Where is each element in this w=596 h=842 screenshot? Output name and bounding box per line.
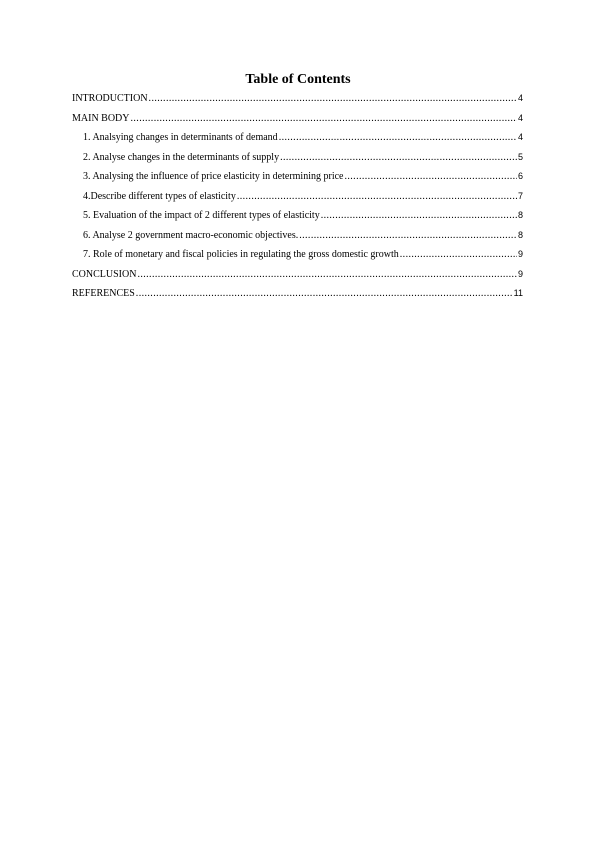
toc-entry-page-number: 4 <box>517 93 523 103</box>
toc-entry-page-number: 9 <box>517 249 523 259</box>
table-of-contents <box>72 92 523 307</box>
toc-entry-label: CONCLUSION <box>72 268 137 280</box>
toc-entry-label: INTRODUCTION <box>72 93 148 104</box>
toc-entry-page-number: 11 <box>513 288 523 298</box>
toc-entry-page-number: 8 <box>517 229 523 240</box>
toc-entry-label: 4.Describe different types of elasticity <box>83 190 236 202</box>
toc-dot-leader <box>136 288 513 300</box>
toc-dot-leader <box>237 191 517 203</box>
toc-entry-label: 2. Analyse changes in the determinants of supply <box>83 151 280 163</box>
toc-entry-label: 3. Analysing the influence of price elasticity in determining price <box>83 171 344 182</box>
toc-entry-page-number: 8 <box>517 210 523 220</box>
toc-entry-conclusion[interactable] <box>72 268 523 288</box>
toc-dot-leader <box>344 171 517 183</box>
toc-entry-label: 7. Role of monetary and fiscal policies in regulating the gross domestic growth <box>83 249 399 260</box>
toc-entry-label: 6. Analyse 2 government macro-economic objectives. <box>83 229 299 241</box>
toc-dot-leader <box>299 230 517 242</box>
toc-entry-section-2[interactable] <box>72 151 523 171</box>
toc-dot-leader <box>149 93 517 105</box>
toc-dot-leader <box>400 249 517 261</box>
toc-entry-section-7[interactable] <box>72 248 523 268</box>
toc-dot-leader <box>321 210 517 222</box>
toc-entry-page-number: 4 <box>517 132 523 142</box>
toc-entry-introduction[interactable] <box>72 92 523 112</box>
toc-entry-references[interactable] <box>72 287 523 307</box>
toc-entry-section-1[interactable] <box>72 131 523 151</box>
toc-dot-leader <box>279 132 517 144</box>
toc-dot-leader <box>137 269 517 281</box>
toc-entry-page-number: 9 <box>517 268 523 279</box>
toc-entry-page-number: 6 <box>517 171 523 181</box>
toc-entry-label: 5. Evaluation of the impact of 2 different types of elasticity <box>83 210 320 221</box>
toc-entry-section-5[interactable] <box>72 209 523 229</box>
toc-entry-section-4[interactable] <box>72 190 523 210</box>
toc-entry-label: MAIN BODY <box>72 112 130 124</box>
toc-entry-label: REFERENCES <box>72 288 135 299</box>
toc-dot-leader <box>280 152 517 164</box>
toc-entry-section-6[interactable] <box>72 229 523 249</box>
page-title: Table of Contents <box>245 72 351 87</box>
toc-entry-main-body[interactable] <box>72 112 523 132</box>
toc-entry-section-3[interactable] <box>72 170 523 190</box>
toc-entry-page-number: 4 <box>517 112 523 123</box>
toc-dot-leader <box>131 113 517 125</box>
toc-entry-label: 1. Analsying changes in determinants of demand <box>83 132 278 143</box>
toc-entry-page-number: 7 <box>517 190 523 201</box>
toc-entry-page-number: 5 <box>517 151 523 162</box>
